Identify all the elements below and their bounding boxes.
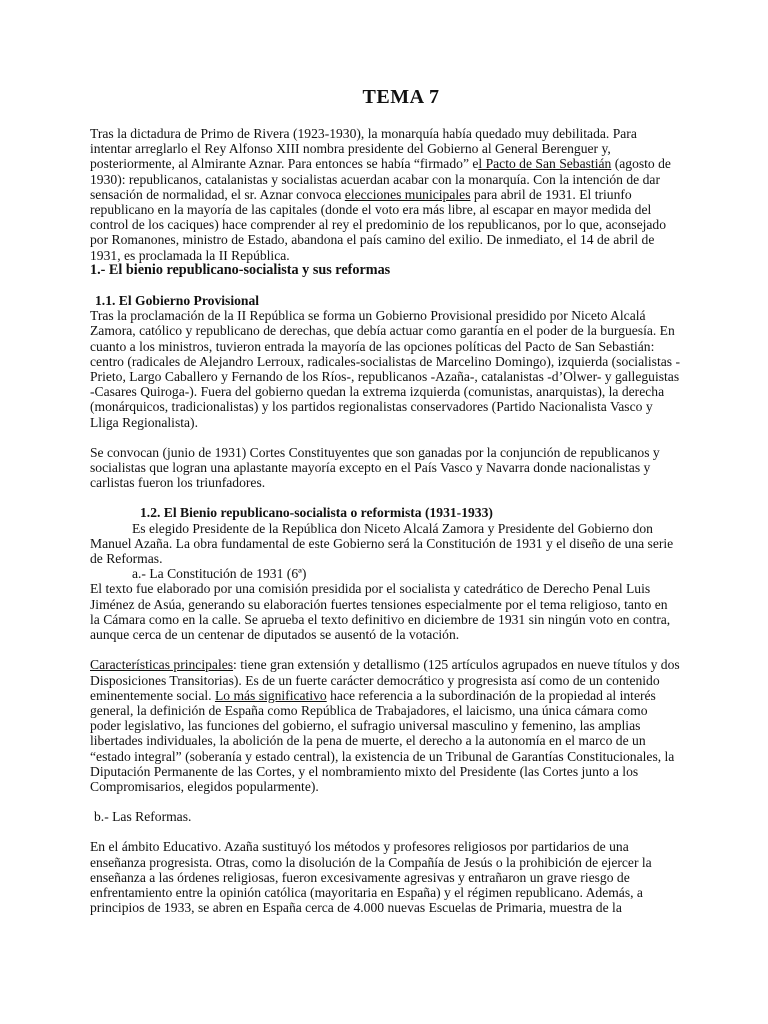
section-1-1-heading: 1.1. El Gobierno Provisional	[95, 293, 260, 309]
section-1-2-paragraph-1: Es elegido Presidente de la República don Niceto Alcalá Zamora y Presidente del Gobierno don Manuel Azaña. La obra fundamental de este Gobierno será la Constitución de 1931 y el diseño de una serie de Reformas.	[90, 520, 674, 567]
caracteristicas-text-2: hace referencia a la subordinación de la propiedad al interés general, la definición de España como República de Trabajadores, el laicismo, una única cámara como poder legislativo, las funciones del gobierno, el sufragio universal masculino y femenino, las amplias libertades individuales, la abolición de la pena de muerte, el derecho a la autonomía en el marco de un “estado integral” (soberanía y estado central), la existencia de un Tribunal de Garantías Constitucionales, la Diputación Permanente de las Cortes, y el nombramiento mixto del Presidente (las Cortes junto a los Compromisarios, elegidos popularmente).	[90, 687, 675, 794]
spacer	[90, 642, 680, 657]
elecciones-municipales-link: elecciones municipales	[344, 186, 471, 202]
spacer	[90, 490, 680, 505]
pacto-san-sebastian-link: l Pacto de San Sebastián	[478, 156, 612, 172]
document-title: TEMA 7	[362, 86, 440, 108]
spacer	[90, 430, 680, 445]
document-body	[90, 126, 680, 915]
section-1-2-heading: 1.2. El Bienio republicano-socialista o reformista (1931-1933)	[140, 505, 493, 521]
intro-paragraph	[90, 126, 680, 263]
caracteristicas-text-1: : tiene gran extensión y detallismo (125 artículos agrupados en nueve títulos y dos Disposiciones Transitorias). Es de un fuerte carácter democrático y progresista así como de un contenido eminentemente social.	[90, 657, 680, 703]
intro-text-3: para abril de 1931. El triunfo republicano en la mayoría de las capitales (donde el voto era más libre, al escapar en mayor medida del control de los caciques) hace comprender al rey el predominio de los republicanos, por lo que, aconsejado por Romanones, ministro de Estado, abandona el país camino del exilio. De inmediato, el 14 de abril de 1931, es proclamada la II República.	[90, 186, 667, 263]
educativo-paragraph: En el ámbito Educativo. Azaña sustituyó los métodos y profesores religiosos por partidarios de una enseñanza progresista. Otras, como la disolución de la Compañía de Jesús o la prohibición de ejercer la enseñanza a las órdenes religiosas, fueron excesivamente agresivas y entrañaron un grave riesgo de enfrentamiento entre la opinión católica (mayoritaria en España) y el régimen republicano. Además, a principios de 1933, se abren en España cerca de 4.000 nuevas Escuelas de Primaria, muestra de la	[90, 839, 652, 916]
spacer	[90, 794, 680, 809]
section-1-1-paragraph-2: Se convocan (junio de 1931) Cortes Constituyentes que son ganadas por la conjunción de republicanos y socialistas que logran una aplastante mayoría excepto en el País Vasco y Navarra donde nacionalistas y carlistas fueron los triunfadores.	[90, 444, 660, 491]
significativo-label: Lo más significativo	[214, 687, 327, 703]
intro-text-1: Tras la dictadura de Primo de Rivera (1923-1930), la monarquía había quedado muy debilitada. Para intentar arreglarlo el Rey Alfonso XIII nombra presidente del Gobierno al General Berenguer y, posteriormente, al Almirante Aznar. Para entonces se había “firmado” e	[90, 126, 637, 172]
section-1-heading: 1.- El bienio republicano-socialista y sus reformas	[90, 261, 391, 278]
spacer	[90, 278, 680, 293]
section-1-1-paragraph-1: Tras la proclamación de la II República se forma un Gobierno Provisional presidido por Niceto Alcalá Zamora, católico y republicano de derechas, que debía actuar como garantía en el poder de la burguesía. En cuanto a los ministros, tuvieron entrada la mayoría de las opciones políticas del Pacto de San Sebastián: centro (radicales de Alejandro Lerroux, radicales-socialistas de Marcelino Domingo), izquierda (socialistas -Prieto, Largo Caballero y Fernando de los Ríos-, republicanos -Azaña-, catalanistas -d’Olwer- y galleguistas -Casares Quiroga-). Fuera del gobierno quedan la extrema izquierda (comunistas, anarquistas), la derecha (monárquicos, tradicionalistas) y los partidos regionalistas conservadores (Partido Nacionalista Vasco y Lliga Regionalista).	[90, 308, 680, 430]
section-1-2-paragraph-2: El texto fue elaborado por una comisión presidida por el socialista y catedrático de Derecho Penal Luis Jiménez de Asúa, generando su elaboración fuertes tensiones especialmente por el tema religioso, tanto en la Cámara como en la calle. Se aprueba el texto definitivo en diciembre de 1931 sin ningún voto en contra, aunque cerca de un centenar de diputados se ausentó de la votación.	[90, 581, 671, 643]
spacer	[90, 824, 680, 839]
caracteristicas-paragraph	[90, 657, 680, 794]
intro-text-2: (agosto de 1930): republicanos, catalanistas y socialistas acuerdan acabar con la monarquía. Con la intención de dar sensación de normalidad, el sr. Aznar convoca	[90, 156, 671, 202]
reformas-point-b: b.- Las Reformas.	[94, 809, 192, 825]
constitucion-point-a: a.- La Constitución de 1931 (6ª)	[132, 566, 307, 582]
caracteristicas-label: Características principales	[90, 657, 234, 673]
